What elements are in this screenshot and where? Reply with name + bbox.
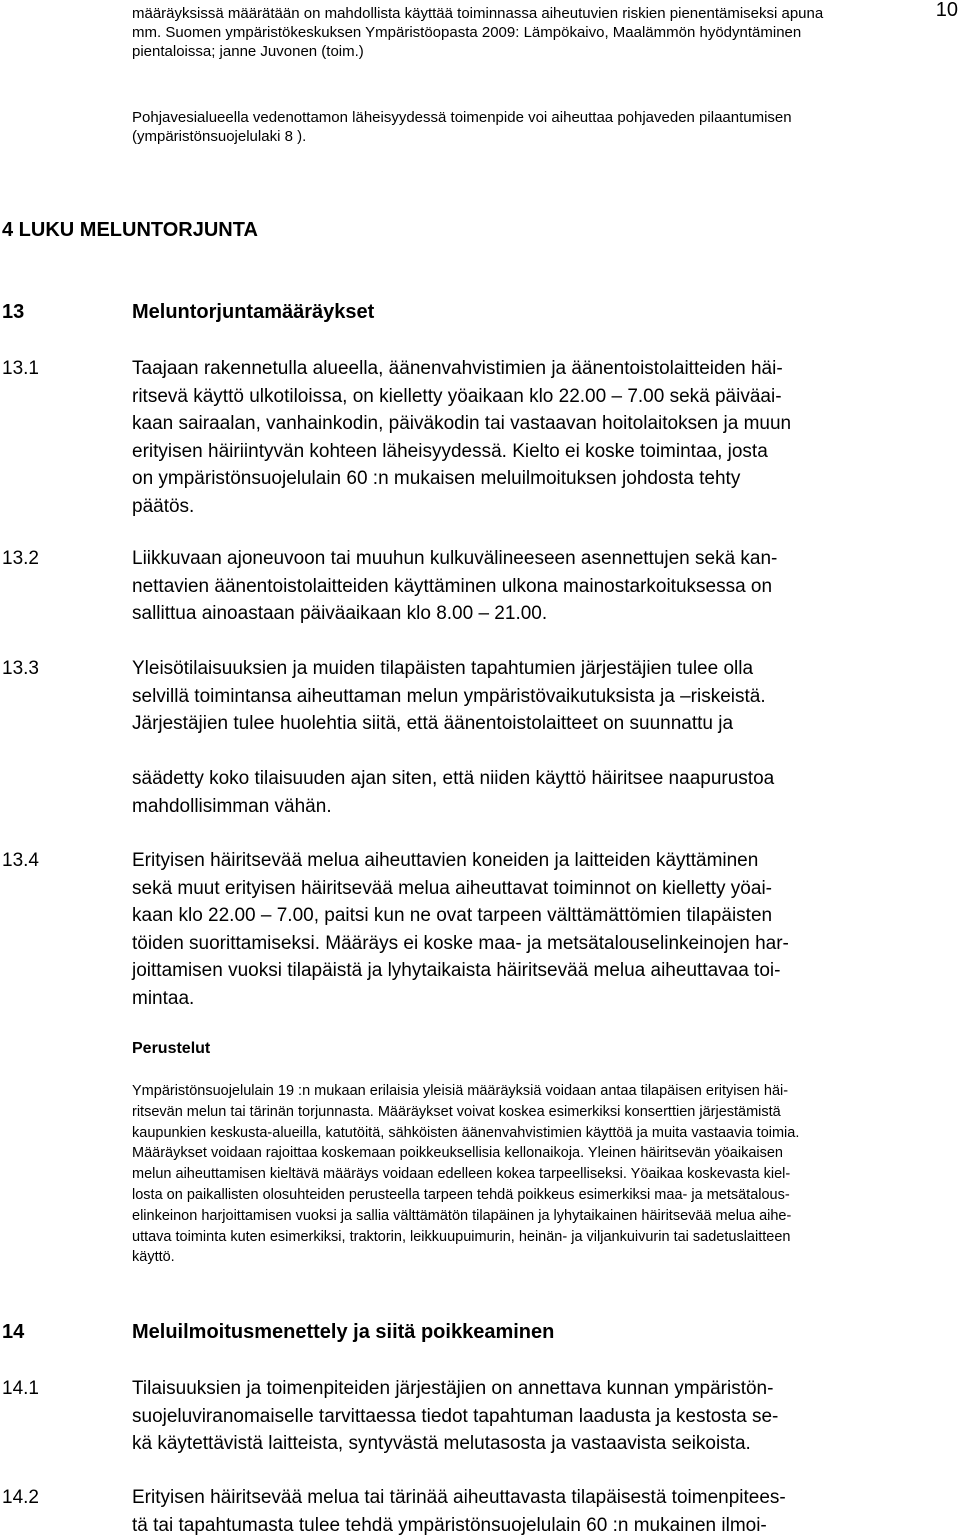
intro-note bbox=[132, 4, 952, 61]
text-line: Taajaan rakennetulla alueella, äänenvahvistimien ja äänentoistolaitteiden häi- bbox=[132, 358, 783, 379]
paragraph-number: 13.1 bbox=[2, 358, 39, 379]
text-line: pientaloissa; janne Juvonen (toim.) bbox=[132, 43, 364, 60]
paragraph-text bbox=[132, 847, 958, 1012]
text-line: Järjestäjien tulee huolehtia siitä, että äänentoistolaitteet on suunnattu ja bbox=[132, 713, 734, 734]
text-line: Liikkuvaan ajoneuvoon tai muuhun kulkuvälineeseen asennettujen sekä kan- bbox=[132, 548, 778, 569]
paragraph-number: 13.3 bbox=[2, 658, 39, 679]
text-line: on ympäristönsuojelulain 60 ⁠:n mukaisen meluilmoituksen johdosta tehty bbox=[132, 468, 741, 489]
paragraph-text bbox=[132, 1484, 958, 1539]
text-line: määräyksissä määrätään on mahdollista käyttää toiminnassa aiheutuvien riskien pienentämiseksi apuna bbox=[132, 5, 824, 22]
text-line: elinkeinon harjoittamisen vuoksi ja sallia välttämätön tilapäinen ja lyhytaikainen häiritsevää melua aihe- bbox=[132, 1207, 792, 1224]
text-line: päätös. bbox=[132, 495, 195, 517]
text-line: säädetty koko tilaisuuden ajan siten, että niiden käyttö häiritsee naapurustoa bbox=[132, 768, 775, 789]
text-line: mm. Suomen ympäristökeskuksen Ympäristöopasta 2009: Lämpökaivo, Maalämmön hyödyntäminen bbox=[132, 24, 802, 41]
text-line: selvillä toimintansa aiheuttaman melun ympäristövaikutuksista ja –riskeistä. bbox=[132, 685, 766, 707]
text-line: käyttö. bbox=[132, 1249, 175, 1266]
text-line: tä tai tapahtumasta tulee tehdä ympäristönsuojelulain 60 ⁠:n mukainen ilmoi- bbox=[132, 1514, 767, 1536]
paragraph-text bbox=[132, 1375, 958, 1458]
rationale-heading: Perustelut bbox=[132, 1040, 211, 1057]
groundwater-note bbox=[132, 108, 952, 146]
section-number: 13 bbox=[2, 301, 25, 323]
section-number: 14 bbox=[2, 1321, 25, 1343]
text-line: erityisen häiriintyvän kohteen läheisyydessä. Kielto ei koske toimintaa, josta bbox=[132, 440, 768, 462]
paragraph-number: 13.4 bbox=[2, 850, 39, 871]
text-line: ritsevän melun tai tärinän torjunnasta. Määräykset voivat koskea esimerkiksi konserttien järjestämistä bbox=[132, 1103, 781, 1120]
section-heading bbox=[2, 1320, 554, 1344]
text-line: sekä muut erityisen häiritsevää melua aiheuttavat toiminnot on kielletty yöai- bbox=[132, 877, 772, 899]
text-line: losta on paikallisten olosuhteiden perusteella tarpeen tehdä poikkeus esimerkiksi maa- ja metsätalous- bbox=[132, 1186, 790, 1203]
text-line: kaupunkien keskusta-alueilla, katutöitä, sähköisten äänenvahvistimien käyttöä ja muita vastaavia toimia. bbox=[132, 1124, 800, 1141]
text-line: Erityisen häiritsevää melua aiheuttavien koneiden ja laitteiden käyttäminen bbox=[132, 850, 759, 871]
text-line: Määräykset voidaan rajoittaa koskemaan poikkeuksellisia kellonaikoja. Yleinen häiritsevän yöaikaisen bbox=[132, 1145, 783, 1162]
paragraph-text bbox=[132, 355, 958, 520]
text-line: nettavien äänentoistolaitteiden käyttäminen ulkona mainostarkoituksessa on bbox=[132, 575, 773, 597]
paragraph-number: 14.1 bbox=[2, 1378, 39, 1399]
paragraph-number: 13.2 bbox=[2, 548, 39, 569]
text-line: töiden suorittamiseksi. Määräys ei koske maa- ja metsätalouselinkeinojen har- bbox=[132, 932, 789, 954]
paragraph-text bbox=[132, 655, 958, 738]
paragraph-text bbox=[132, 765, 958, 820]
paragraph-text bbox=[132, 545, 958, 628]
text-line: suojeluviranomaiselle tarvittaessa tiedot tapahtuman laadusta ja kestosta se- bbox=[132, 1405, 779, 1427]
text-line: Tilaisuuksien ja toimenpiteiden järjestäjien on annettava kunnan ympäristön- bbox=[132, 1378, 774, 1399]
text-line: Ympäristönsuojelulain 19 ⁠:n mukaan erilaisia yleisiä määräyksiä voidaan antaa tilapäisen erityisen häi- bbox=[132, 1083, 789, 1099]
chapter-title: 4 LUKU MELUNTORJUNTA bbox=[2, 219, 258, 241]
text-line: mahdollisimman vähän. bbox=[132, 795, 332, 817]
text-line: joittamisen vuoksi tilapäistä ja lyhytaikaista häiritsevää melua aiheuttavaa toi- bbox=[132, 960, 781, 981]
text-line: kaan sairaalan, vanhainkodin, päiväkodin tai vastaavan hoitolaitoksen ja muun bbox=[132, 413, 792, 434]
text-line: kaan klo 22.00 – 7.00, paitsi kun ne ovat tarpeen välttämättömien tilapäisten bbox=[132, 905, 773, 926]
text-line: Erityisen häiritsevää melua tai tärinää aiheuttavasta tilapäisestä toimenpitees- bbox=[132, 1487, 786, 1508]
text-line: melun aiheuttamisen kieltävä määräys voidaan edelleen kokea tarpeelliseksi. Yöaikaa koskevasta kiel- bbox=[132, 1166, 791, 1183]
text-line: sallittua ainoastaan päiväaikaan klo 8.00 – 21.00. bbox=[132, 603, 548, 624]
text-line: Yleisötilaisuuksien ja muiden tilapäisten tapahtumien järjestäjien tulee olla bbox=[132, 658, 754, 679]
text-line: mintaa. bbox=[132, 987, 195, 1009]
section-title: Meluilmoitusmenettely ja siitä poikkeaminen bbox=[132, 1321, 555, 1343]
text-line: Pohjavesialueella vedenottamon läheisyydessä toimenpide voi aiheuttaa pohjaveden pilaantumisen bbox=[132, 109, 792, 126]
rationale-text bbox=[132, 1081, 958, 1268]
page-number: 10 bbox=[935, 0, 958, 21]
section-title: Meluntorjuntamääräykset bbox=[132, 301, 375, 323]
text-line: ritsevä käyttö ulkotiloissa, on kielletty yöaikaan klo 22.00 – 7.00 sekä päiväai- bbox=[132, 385, 782, 407]
text-line: kä käytettävistä laitteista, syntyvästä melutasosta ja vastaavista seikoista. bbox=[132, 1433, 751, 1454]
section-heading bbox=[2, 300, 374, 324]
text-line: (ympäristönsuojelulaki 8 ⁠). bbox=[132, 128, 307, 145]
text-line: uttava toiminta kuten esimerkiksi, traktorin, leikkuupuimurin, heinän- ja viljankuivurin tai sadetuslaitteen bbox=[132, 1228, 791, 1245]
paragraph-number: 14.2 bbox=[2, 1487, 39, 1508]
